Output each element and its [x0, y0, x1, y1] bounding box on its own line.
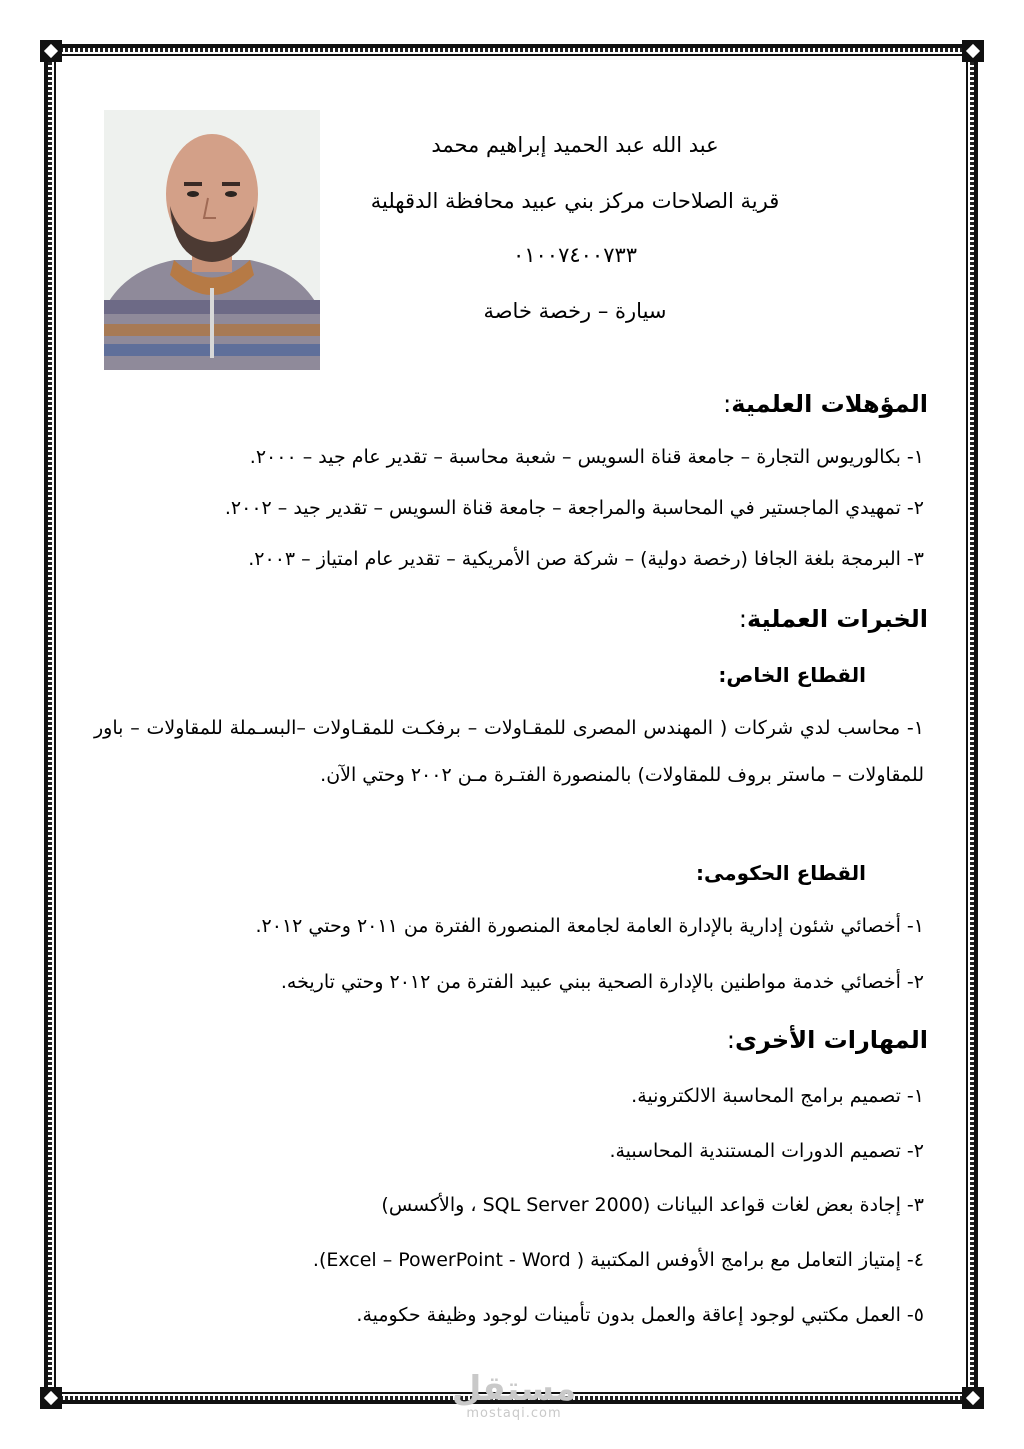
section-title-experience: الخبرات العملية:: [738, 605, 928, 633]
border-strip-right: [970, 60, 974, 1390]
subsection-title-government: القطاع الحكومى:: [696, 861, 866, 885]
watermark-latin: mostaqi.com: [466, 1406, 562, 1421]
site-watermark: [424, 1369, 604, 1421]
skill-item: ٣- إجادة بعض لغات قواعد البيانات (SQL Server 2000 ، والأكسس): [381, 1194, 924, 1216]
person-name: عبد الله عبد الحميد إبراهيم محمد: [431, 133, 719, 157]
border-strip-left: [48, 60, 52, 1390]
skill-item: ٥- العمل مكتبي لوجود إعاقة والعمل بدون تأمينات لوجود وظيفة حكومية.: [356, 1304, 924, 1326]
subsection-title-private: القطاع الخاص:: [718, 663, 866, 687]
qualification-item: ٢- تمهيدي الماجستير في المحاسبة والمراجعة – جامعة قناة السويس – تقدير جيد – ٢٠٠٢.: [224, 497, 924, 519]
section-title-skills: المهارات الأخرى:: [726, 1026, 928, 1054]
qualification-item: ١- بكالوريوس التجارة – جامعة قناة السويس – شعبة محاسبة – تقدير عام جيد – ٢٠٠٠.: [249, 446, 924, 468]
qualification-item: ٣- البرمجة بلغة الجافا (رخصة دولية) – شركة صن الأمريكية – تقدير عام امتياز – ٢٠٠٣.: [248, 548, 924, 570]
skill-item: ٢- تصميم الدورات المستندية المحاسبية.: [609, 1140, 924, 1162]
corner-ornament-bl: [40, 1387, 62, 1409]
border-strip-top: [60, 48, 962, 52]
skill-item: ٤- إمتياز التعامل مع برامج الأوفس المكتبية ( Excel – PowerPoint - Word).: [312, 1249, 924, 1271]
section-title-qualifications: المؤهلات العلمية:: [723, 390, 928, 418]
corner-ornament-br: [962, 1387, 984, 1409]
government-experience-item: ١- أخصائي شئون إدارية بالإدارة العامة لجامعة المنصورة الفترة من ٢٠١١ وحتي ٢٠١٢.: [255, 915, 924, 937]
driving-license: سيارة – رخصة خاصة: [483, 299, 667, 323]
private-experience-item: ١- محاسب لدي شركات ( المهندس المصرى للمقـاولات – برفكـت للمقـاولات –البسـملة للمقاولات – باور للمقاولات – ماستر بروف للمقاولات) بالمنصورة الفتـرة مـن ٢٠٠٢ وحتي الآن.: [94, 717, 924, 786]
government-experience-item: ٢- أخصائي خدمة مواطنين بالإدارة الصحية ببني عبيد الفترة من ٢٠١٢ وحتي تاريخه.: [280, 971, 924, 993]
watermark-arabic: مستقل: [451, 1369, 577, 1409]
profile-photo: [104, 110, 320, 370]
corner-ornament-tr: [962, 40, 984, 62]
person-phone: ٠١٠٠٧٤٠٠٧٣٣: [512, 243, 638, 267]
person-address: قرية الصلاحات مركز بني عبيد محافظة الدقهلية: [370, 189, 780, 213]
corner-ornament-tl: [40, 40, 62, 62]
skill-item: ١- تصميم برامج المحاسبة الالكترونية.: [631, 1085, 924, 1107]
